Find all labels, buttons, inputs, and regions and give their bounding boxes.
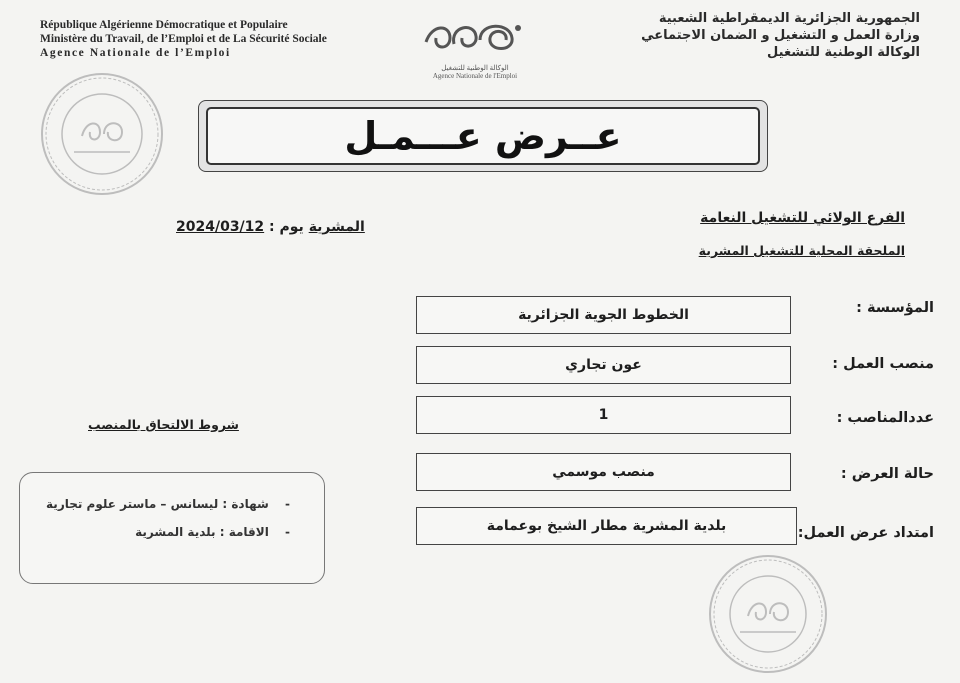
official-stamp-icon xyxy=(38,70,166,198)
header-french xyxy=(40,18,327,60)
count-field: 1 xyxy=(416,396,791,434)
date-value: 2024/03/12 xyxy=(176,219,265,235)
position-field: عون تجاري xyxy=(416,346,791,384)
position-label: منصب العمل : xyxy=(832,356,934,372)
anem-logo-icon xyxy=(420,14,530,60)
status-field: منصب موسمي xyxy=(416,453,791,491)
date-city: المشرية xyxy=(308,219,365,235)
status-label: حالة العرض : xyxy=(840,466,934,482)
conditions-box xyxy=(19,472,325,584)
logo-caption-fr: Agence Nationale de l'Emploi xyxy=(432,72,518,80)
logo-caption-ar: الوكالة الوطنية للتشغيل xyxy=(441,64,509,72)
branch-name: الفرع الولائي للتشغيل النعامة xyxy=(700,210,905,226)
institution-label: المؤسسة : xyxy=(856,300,934,316)
condition-item: - الاقامة : بلدية المشرية xyxy=(135,525,290,539)
location-field: بلدية المشرية مطار الشيخ بوعمامة xyxy=(416,507,797,545)
header-arabic xyxy=(641,10,920,61)
count-label: عددالمناصب : xyxy=(836,410,934,426)
page-title: عــرض عـــمـل xyxy=(344,114,622,158)
header-ar-line1: الجمهورية الجزائرية الديمقراطية الشعبية xyxy=(658,11,920,26)
institution-field: الخطوط الجوية الجزائرية xyxy=(416,296,791,334)
date-label: يوم : xyxy=(269,219,304,235)
header-ar-line2: وزارة العمل و التشغيل و الضمان الاجتماعي xyxy=(641,28,920,43)
header-fr-line2: Ministère du Travail, de l’Emploi et de La Sécurité Sociale xyxy=(40,33,327,45)
annex-stamp-icon xyxy=(706,552,830,676)
title-frame xyxy=(198,100,768,172)
header-ar-line3: الوكالة الوطنية للتشغيل xyxy=(767,45,920,60)
conditions-title: شروط الالتحاق بالمنصب xyxy=(88,417,239,432)
header-fr-line1: République Algérienne Démocratique et Populaire xyxy=(40,19,288,31)
location-label: امتداد عرض العمل: xyxy=(797,525,934,541)
header-fr-line3: Agence Nationale de l’Emploi xyxy=(40,47,231,59)
date-line xyxy=(176,219,365,235)
condition-item: - شهادة : ليسانس – ماستر علوم تجارية xyxy=(46,497,290,511)
annex-name: الملحقة المحلية للتشغيل المشرية xyxy=(698,243,905,258)
agency-logo xyxy=(415,14,535,78)
